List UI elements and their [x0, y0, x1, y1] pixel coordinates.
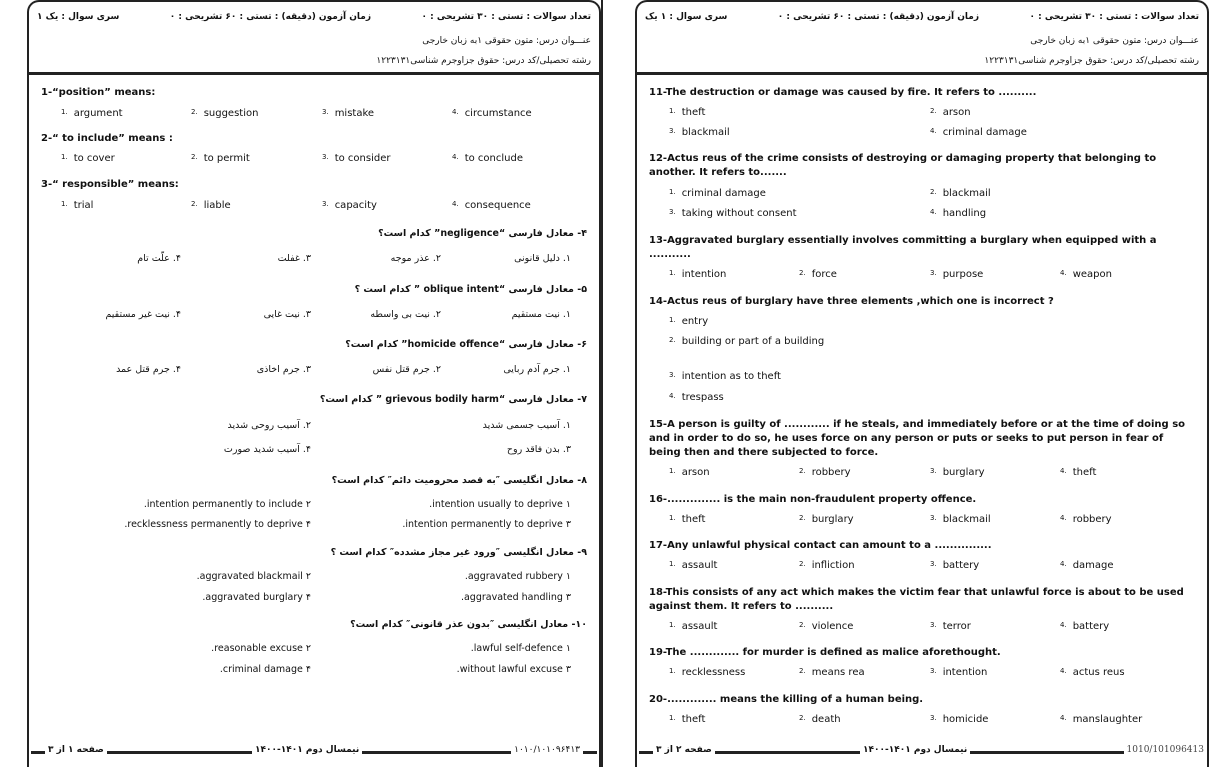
option-3: ۳. نیت غایی: [263, 309, 311, 320]
field-code: رشته تحصیلی/کد درس: حقوق جزاوجرم شناسی۱۲۲۳۱۳۱: [984, 56, 1199, 66]
option-2: $^{2.}$ violence: [799, 621, 854, 632]
option-3: $^{3.}$ blackmail: [669, 127, 730, 138]
header-divider: [27, 72, 601, 75]
option-2: aggravated blackmail ۲.: [196, 571, 311, 582]
option-4: $^{4.}$ criminal damage: [930, 127, 1027, 138]
page-number: صفحه ۱ از ۳: [45, 745, 107, 755]
option-4: ۴. آسیب شدید صورت: [223, 444, 311, 455]
option-2: $^{2.}$ suggestion: [191, 108, 259, 119]
option-1: ۱. نیت مستقیم: [511, 309, 571, 320]
question-text: 3-“ responsible” means:: [41, 179, 179, 190]
option-1: intention usually to deprive ۱.: [429, 499, 571, 510]
option-2: $^{2.}$ to permit: [191, 153, 250, 164]
question-text: 2-“ to include” means :: [41, 133, 173, 144]
option-4: $^{4.}$ trespass: [669, 392, 724, 403]
option-4: $^{4.}$ actus reus: [1060, 667, 1125, 678]
question-8: ۸- معادل انگلیسی ″به قصد محرومیت دائم″ کدام است؟: [331, 475, 587, 486]
option-1: $^{1.}$ assault: [669, 560, 718, 571]
question-17: 17-Any unlawful physical contact can amount to a ...............: [649, 540, 992, 551]
option-4: $^{4.}$ consequence: [452, 200, 531, 211]
question-10: ۱۰- معادل انگلیسی ″بدون عذر قانونی″ کدام است؟: [350, 619, 587, 630]
option-3: $^{3.}$ intention: [930, 667, 988, 678]
option-1: ۱. آسیب جسمی شدید: [482, 420, 571, 431]
page-footer: [27, 745, 601, 759]
option-4: $^{4.}$ to conclude: [452, 153, 523, 164]
question-19: 19-The ............. for murder is defined as malice aforethought.: [649, 647, 1001, 658]
option-1: $^{1.}$ argument: [61, 108, 123, 119]
option-3: $^{3.}$ battery: [930, 560, 980, 571]
option-3: $^{3.}$ purpose: [930, 269, 984, 280]
question-11: 11-The destruction or damage was caused by fire. It refers to ..........: [649, 87, 1037, 98]
option-1: $^{1.}$ theft: [669, 514, 706, 525]
question-13: 13-Aggravated burglary essentially involves committing a burglary when equipped with a ...........: [649, 235, 1157, 260]
question-5: ۵- معادل فارسی “oblique intent ” کدام است ؟: [354, 284, 587, 295]
option-4: $^{4.}$ handling: [930, 208, 987, 219]
option-2: intention permanently to include ۲.: [143, 499, 311, 510]
option-2: $^{2.}$ robbery: [799, 467, 851, 478]
option-1: aggravated rubbery ۱.: [464, 571, 571, 582]
option-4: $^{4.}$ circumstance: [452, 108, 532, 119]
option-4: $^{4.}$ robbery: [1060, 514, 1112, 525]
option-1: lawful self-defence ۱.: [470, 643, 571, 654]
exam-page-2: [635, 0, 1209, 767]
option-1: $^{1.}$ arson: [669, 467, 710, 478]
question-14: 14-Actus reus of burglary have three elements ,which one is incorrect ?: [649, 296, 1054, 307]
page-footer: [635, 745, 1209, 759]
option-1: $^{1.}$ theft: [669, 107, 706, 118]
question-3: [41, 178, 591, 192]
option-1: $^{1.}$ entry: [669, 316, 709, 327]
option-1: $^{1.}$ criminal damage: [669, 188, 766, 199]
option-2: $^{2.}$ burglary: [799, 514, 854, 525]
exam-time: زمان آزمون (دقیقه) : تستی : ۶۰ تشریحی : ۰: [777, 12, 980, 22]
option-2: $^{2.}$ means rea: [799, 667, 865, 678]
option-2: reasonable excuse ۲.: [211, 643, 311, 654]
question-count: تعداد سوالات : تستی : ۳۰ تشریحی : ۰: [1029, 12, 1199, 22]
field-code: رشته تحصیلی/کد درس: حقوق جزاوجرم شناسی۱۲۲۳۱۳۱: [376, 56, 591, 66]
option-2: $^{2.}$ force: [799, 269, 837, 280]
option-3: $^{3.}$ to consider: [322, 153, 391, 164]
option-3: $^{3.}$ taking without consent: [669, 208, 797, 219]
option-2: $^{2.}$ arson: [930, 107, 971, 118]
option-4: recklessness permanently to deprive ۴.: [124, 519, 311, 530]
option-4: aggravated burglary ۴.: [202, 592, 311, 603]
option-2: $^{2.}$ liable: [191, 200, 231, 211]
question-series: سری سوال : یک ۱: [37, 12, 120, 22]
option-4: ۴. جرم قتل عمد: [116, 364, 181, 375]
exam-page-1: [27, 0, 601, 767]
option-4: criminal damage ۴.: [219, 664, 311, 675]
question-20: 20-............. means the killing of a human being.: [649, 694, 924, 705]
question-4: ۴- معادل فارسی “negligence” کدام است؟: [378, 228, 587, 239]
option-2: $^{2.}$ blackmail: [930, 188, 991, 199]
option-1: $^{1.}$ theft: [669, 714, 706, 725]
question-7: ۷- معادل فارسی “grievous bodily harm ” کدام است؟: [319, 394, 587, 405]
option-3: aggravated handling ۳.: [460, 592, 571, 603]
option-3: ۳. جرم اخاذی: [256, 364, 311, 375]
question-18: 18-This consists of any act which makes the victim fear that unlawful force is about to be used against them. It refers to ..........: [649, 587, 1184, 612]
option-4: $^{4.}$ weapon: [1060, 269, 1112, 280]
term-label: نیمسال دوم ۱۴۰۱-۱۴۰۰: [860, 745, 970, 755]
option-1: ۱. جرم آدم ربایی: [503, 364, 571, 375]
option-3: $^{3.}$ burglary: [930, 467, 985, 478]
option-3: intention permanently to deprive ۳.: [402, 519, 571, 530]
option-3: $^{3.}$ mistake: [322, 108, 375, 119]
option-2: ۲. نیت بی واسطه: [370, 309, 441, 320]
option-4: $^{4.}$ battery: [1060, 621, 1110, 632]
option-3: without lawful excuse ۳.: [456, 664, 571, 675]
option-2: $^{2.}$ death: [799, 714, 841, 725]
option-1: ۱. دلیل قانونی: [514, 253, 571, 264]
option-4: ۴. علّت تام: [137, 253, 181, 264]
exam-time: زمان آزمون (دقیقه) : تستی : ۶۰ تشریحی : ۰: [169, 12, 372, 22]
option-2: $^{2.}$ infliction: [799, 560, 855, 571]
option-2: ۲. جرم قتل نفس: [372, 364, 441, 375]
page-number: صفحه ۲ از ۳: [653, 745, 715, 755]
option-2: $^{2.}$ building or part of a building: [669, 336, 825, 347]
exam-code: ۱۰۱۰/۱۰۱۰۹۶۴۱۳: [511, 745, 583, 755]
option-3: $^{3.}$ terror: [930, 621, 971, 632]
option-1: $^{1.}$ recklessness: [669, 667, 746, 678]
question-15: 15-A person is guilty of ............ if he steals, and immediately before or at the time of doing so and in order to do so, he uses force on any person or puts or seeks to put person in fear of being then and there subjected to force.: [649, 419, 1186, 458]
exam-code: 1010/101096413: [1124, 745, 1207, 755]
question-9: ۹- معادل انگلیسی ″ورود غیر مجاز مشدده″ کدام است ؟: [330, 547, 587, 558]
question-2: [41, 132, 591, 146]
option-1: $^{1.}$ to cover: [61, 153, 115, 164]
option-2: ۲. آسیب روحی شدید: [227, 420, 311, 431]
option-1: $^{1.}$ trial: [61, 200, 94, 211]
question-text: 1-“position” means:: [41, 87, 156, 98]
question-16: 16-.............. is the main non-fraudulent property offence.: [649, 494, 977, 505]
option-3: $^{3.}$ blackmail: [930, 514, 991, 525]
option-3: ۳. غفلت: [277, 253, 311, 264]
option-3: $^{3.}$ capacity: [322, 200, 377, 211]
option-2: ۲. عذر موجه: [390, 253, 441, 264]
question-1: [41, 86, 591, 100]
option-1: $^{1.}$ intention: [669, 269, 727, 280]
question-6: ۶- معادل فارسی “homicide offence” کدام است؟: [345, 339, 587, 350]
option-4: ۴. نیت غیر مستقیم: [105, 309, 181, 320]
term-label: نیمسال دوم ۱۴۰۱-۱۴۰۰: [252, 745, 362, 755]
exam-header: [637, 2, 1207, 74]
exam-header: [29, 2, 599, 74]
option-3: $^{3.}$ homicide: [930, 714, 989, 725]
question-series: سری سوال : ۱ یک: [645, 12, 728, 22]
option-3: ۳. بدن فاقد روح: [506, 444, 571, 455]
option-4: $^{4.}$ manslaughter: [1060, 714, 1143, 725]
option-3: $^{3.}$ intention as to theft: [669, 371, 781, 382]
option-1: $^{1.}$ assault: [669, 621, 718, 632]
header-divider: [635, 72, 1209, 75]
question-count: تعداد سوالات : تستی : ۳۰ تشریحی : ۰: [421, 12, 591, 22]
option-4: $^{4.}$ damage: [1060, 560, 1114, 571]
page-separator: [601, 0, 603, 767]
question-12: 12-Actus reus of the crime consists of destroying or damaging property that belonging to another. It refers to.......: [649, 153, 1157, 178]
option-4: $^{4.}$ theft: [1060, 467, 1097, 478]
course-title: عنـــوان درس: متون حقوقی ۱به زبان خارجی: [422, 36, 591, 46]
course-title: عنـــوان درس: متون حقوقی ۱به زبان خارجی: [1030, 36, 1199, 46]
